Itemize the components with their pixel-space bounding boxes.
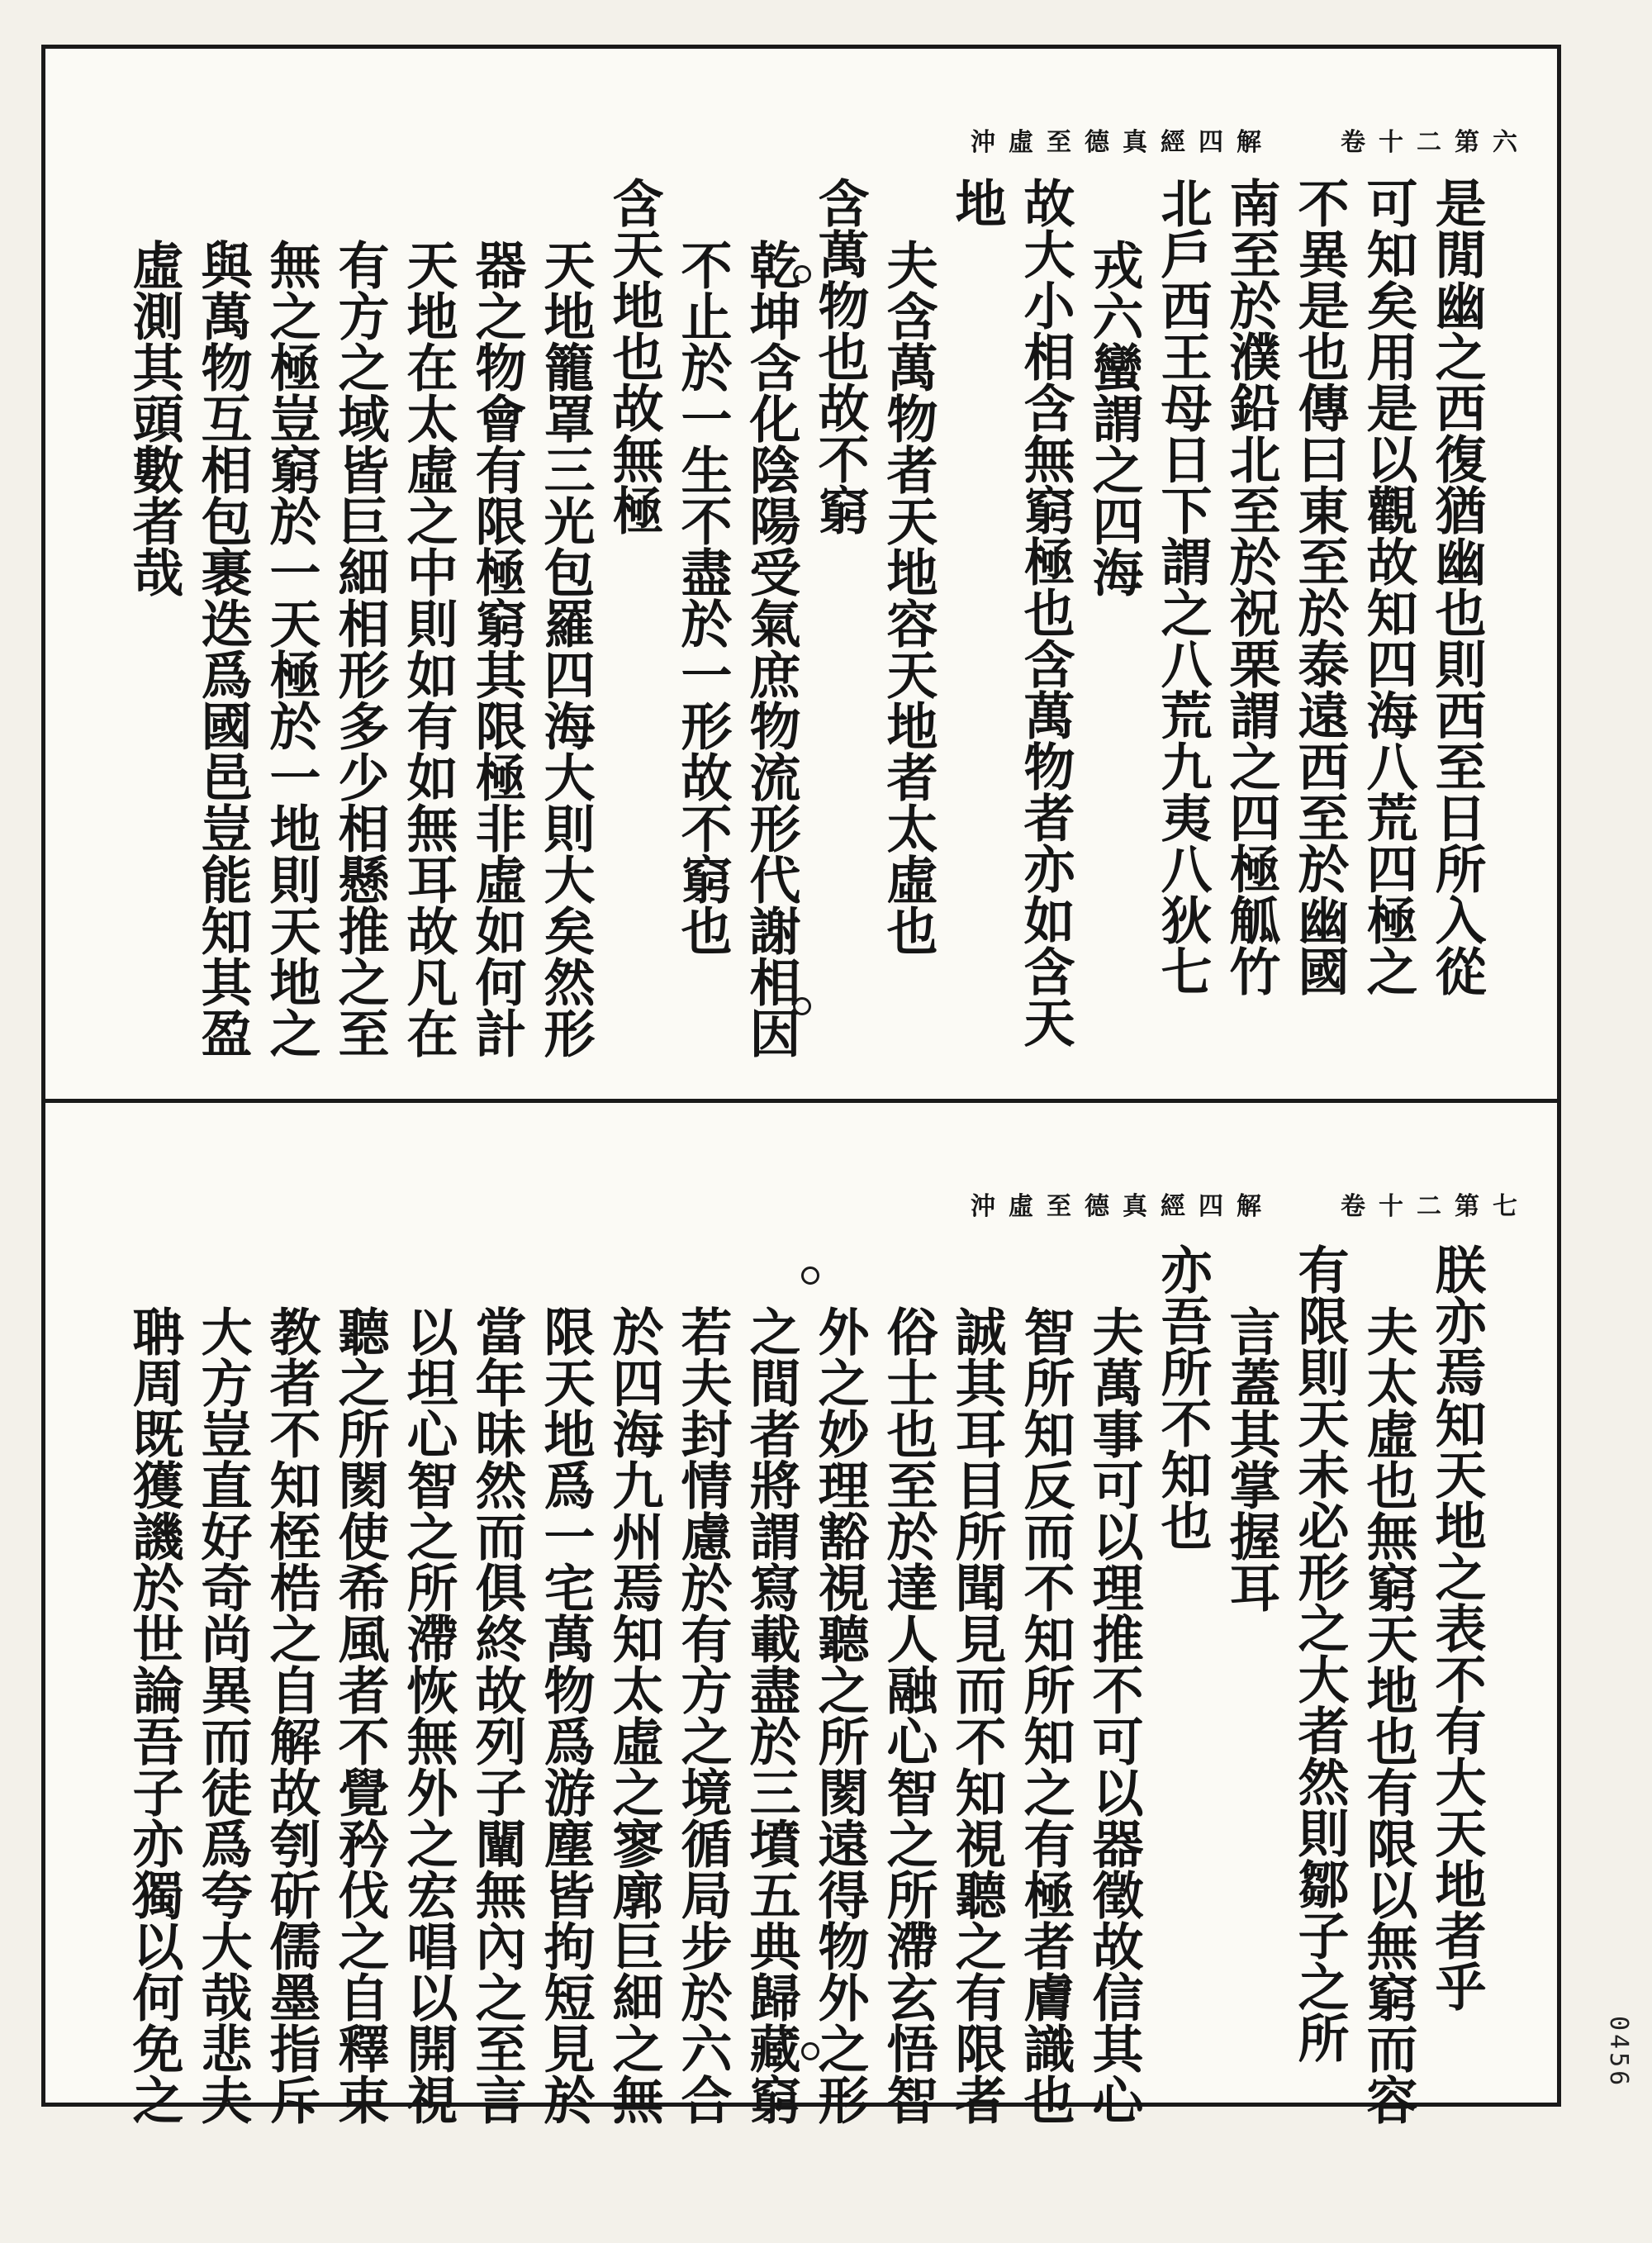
text-column: 含萬物也故不窮: [809, 177, 870, 535]
text-column: 故大小相含無窮極也含萬物者亦如含天: [1015, 177, 1075, 1048]
text-column: 有方之域皆巨細相形多少相懸推之至: [330, 239, 390, 1058]
text-column: 限天地爲一宅萬物爲游塵皆拘短見於: [535, 1305, 596, 2125]
section-marker-circle: [801, 2042, 819, 2060]
page-number: 0456: [1604, 2016, 1633, 2089]
text-column: 亦吾所不知也: [1152, 1243, 1213, 1551]
text-column: 當年昧然而俱終故列子闡無內之至言: [467, 1305, 527, 2125]
text-column: 地: [947, 177, 1007, 228]
text-column: 夫含萬物者天地容天地者太虛也: [878, 239, 938, 956]
section-marker-circle: [793, 997, 811, 1015]
text-column: 南至於濮鉛北至於祝栗謂之四極觚竹: [1221, 177, 1281, 996]
section-marker-circle: [801, 1266, 819, 1285]
top-header-volume: 卷十二第六: [1341, 128, 1531, 157]
text-column: 有限則天未必形之大者然則鄒子之所: [1289, 1243, 1350, 2063]
bottom-header-volume: 卷十二第七: [1341, 1192, 1531, 1221]
text-column: 器之物會有限極窮其限極非虛如何計: [467, 239, 527, 1058]
text-column: 言蓋其掌握耳: [1221, 1305, 1281, 1613]
text-column: 虛測其頭數者哉: [124, 239, 184, 597]
text-column: 不異是也傳曰東至於泰遠西至於幽國: [1289, 177, 1350, 996]
text-column: 智所知反而不知所知之有極者膚識也: [1015, 1305, 1075, 2125]
top-panel: [45, 49, 1557, 1099]
text-column: 外之妙理豁視聽之所閡遠得物外之形: [809, 1305, 870, 2125]
bottom-header: [45, 1186, 1557, 1222]
text-column: 乾坤含化陰陽受氣庶物流形代謝相因: [741, 239, 801, 1058]
text-column: 與萬物互相包裹迭爲國邑豈能知其盈: [192, 239, 253, 1058]
text-column: 於四海九州焉知太虛之寥廓巨細之無: [604, 1305, 664, 2125]
bottom-header-title: 沖虛至德真經四解: [971, 1192, 1275, 1221]
section-marker-circle: [793, 265, 811, 283]
bottom-text-columns: [120, 1243, 1491, 2243]
text-column: 北戶西王母日下謂之八荒九夷八狄七: [1152, 177, 1213, 996]
text-column: 聽之所閡使希風者不覺矜伐之自釋束: [330, 1305, 390, 2125]
text-column: 可知矣用是以觀故知四海八荒四極之: [1358, 177, 1418, 996]
text-column: 誠其耳目所聞見而不知視聽之有限者: [947, 1305, 1007, 2125]
text-column: 是閒幽之西復猶幽也則西至日所入從: [1427, 177, 1487, 996]
text-column: 朕亦焉知天地之表不有大天地者乎: [1427, 1243, 1487, 2012]
text-column: 俗士也至於達人融心智之所滯玄悟智: [878, 1305, 938, 2125]
text-column: 教者不知桎梏之自解故刳斫儒墨指斥: [261, 1305, 321, 2125]
top-header: [45, 121, 1557, 158]
text-column: 以坦心智之所滯恢無外之宏唱以開視: [398, 1305, 458, 2125]
text-column: 大方豈直好奇尚異而徒爲夸大哉悲夫: [192, 1305, 253, 2125]
text-column: 夫萬事可以理推不可以器徵故信其心: [1084, 1305, 1144, 2125]
top-header-title: 沖虛至德真經四解: [971, 128, 1275, 157]
text-column: 聃周既獲譏於世論吾子亦獨以何免之: [124, 1305, 184, 2125]
bottom-panel: [45, 1103, 1557, 2125]
text-column: 戎六蠻謂之四海: [1084, 239, 1144, 597]
text-column: 含天地也故無極: [604, 177, 664, 535]
text-column: 之間者將謂寫載盡於三墳五典歸藏窮: [741, 1305, 801, 2125]
text-column: 不止於一生不盡於一形故不窮也: [672, 239, 733, 956]
text-column: 天地在太虛之中則如有如無耳故凡在: [398, 239, 458, 1058]
text-column: 天地籠罩三光包羅四海大則大矣然形: [535, 239, 596, 1058]
top-text-columns: [120, 177, 1491, 1227]
text-column: 無之極豈窮於一天極於一地則天地之: [261, 239, 321, 1058]
text-column: 若夫封情慮於有方之境循局步於六合: [672, 1305, 733, 2125]
text-column: 夫太虛也無窮天地也有限以無窮而容: [1358, 1305, 1418, 2125]
